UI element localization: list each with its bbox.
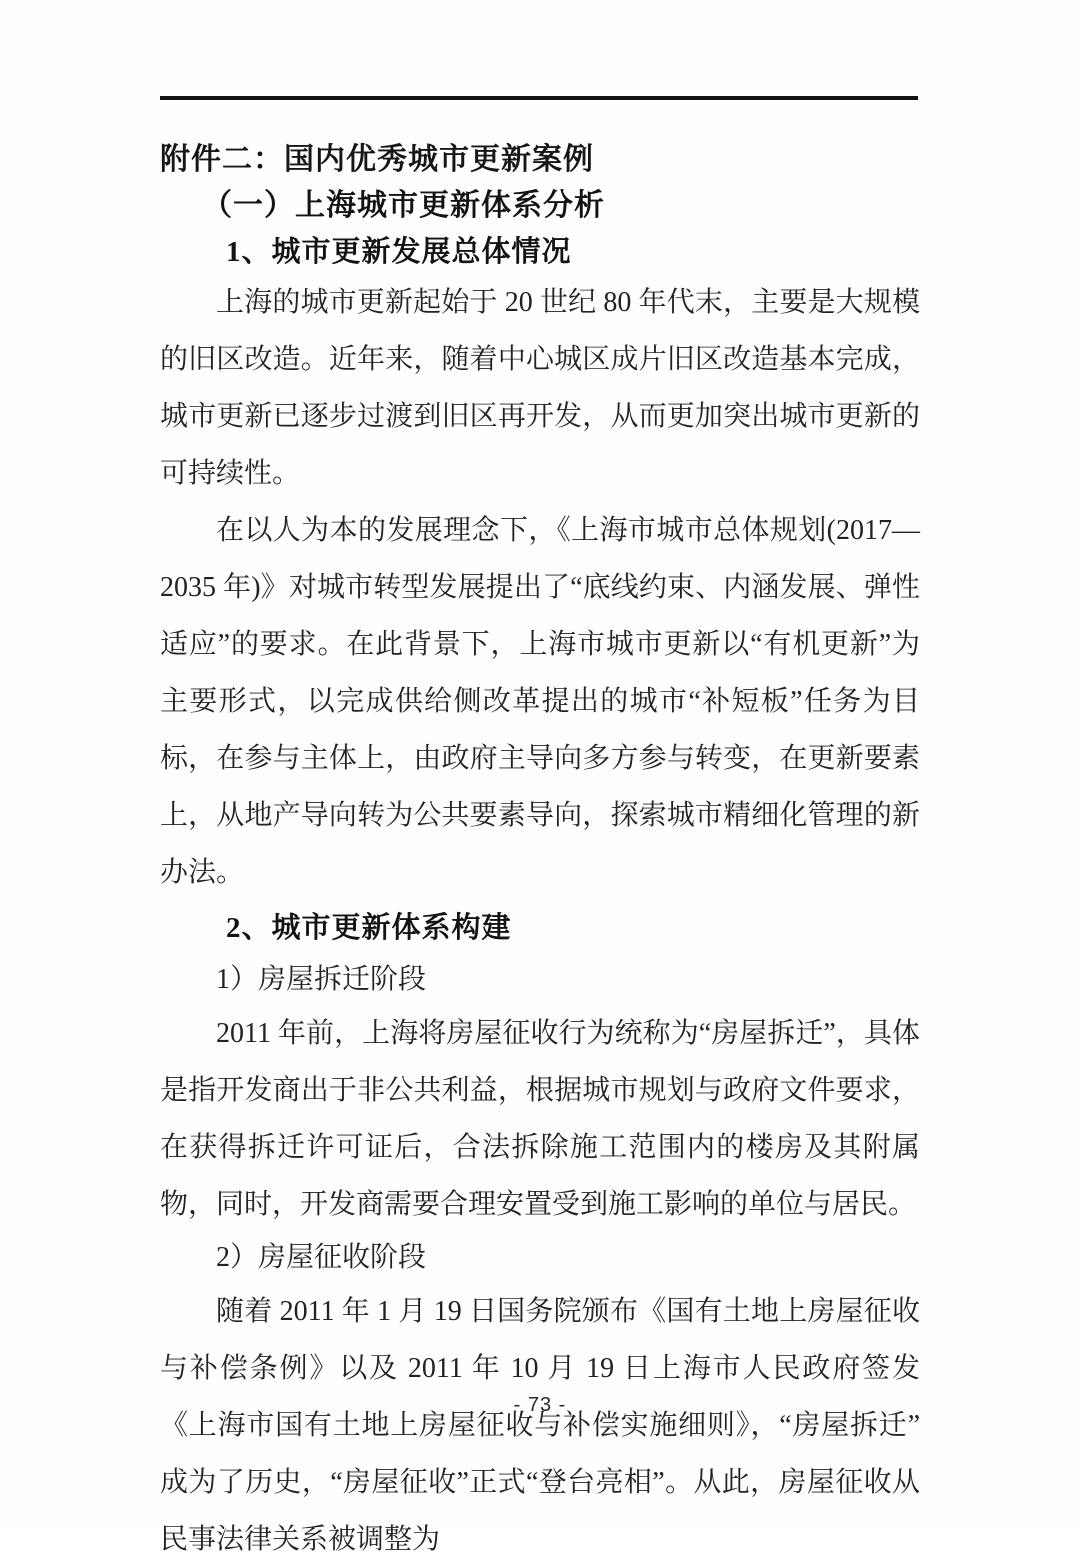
header-rule [160, 96, 918, 100]
paragraph-3: 2011 年前，上海将房屋征收行为统称为“房屋拆迁”，具体是指开发商出于非公共利益，根据城市规划与政府文件要求，在获得拆迁许可证后，合法拆除施工范围内的楼房及其附属物，同时，开发商需要合理安置受到施工影响的单位与居民。 [160, 1018, 920, 1220]
paragraph-2: 在以人为本的发展理念下，《上海市城市总体规划(2017—2035 年)》对城市转型发展提出了“底线约束、内涵发展、弹性适应”的要求。在此背景下，上海市城市更新以“有机更新”为主要形式，以完成供给侧改革提出的城市“补短板”任务为目标，在参与主体上，由政府主导向多方参与转变，在更新要素上，从地产导向转为公共要素导向，探索城市精细化管理的新办法。 [160, 515, 920, 888]
page-number: - 73 - [513, 1394, 567, 1416]
paragraph-4: 随着 2011 年 1 月 19 日国务院颁布《国有土地上房屋征收与补偿条例》以及 2011 年 10 月 19 日上海市人民政府签发《上海市国有土地上房屋征收与补偿实施细则》，“房屋拆迁”成为了历史，“房屋征收”正式“登台亮相”。从此，房屋征收从民事法律关系被调整为 [160, 1296, 920, 1555]
stage-heading-2: 2）房屋征收阶段 [216, 1242, 427, 1273]
section-heading: （一）上海城市更新体系分析 [202, 189, 605, 222]
subsection-heading-2: 2、城市更新体系构建 [226, 912, 512, 944]
subsection-heading-1: 1、城市更新发展总体情况 [226, 236, 572, 268]
appendix-heading: 附件二：国内优秀城市更新案例 [160, 143, 594, 176]
stage-heading-1: 1）房屋拆迁阶段 [216, 964, 427, 995]
paragraph-1: 上海的城市更新起始于 20 世纪 80 年代末，主要是大规模的旧区改造。近年来，随着中心城区成片旧区改造基本完成，城市更新已逐步过渡到旧区再开发，从而更加突出城市更新的可持续性。 [160, 287, 920, 489]
page-content [160, 138, 920, 1568]
